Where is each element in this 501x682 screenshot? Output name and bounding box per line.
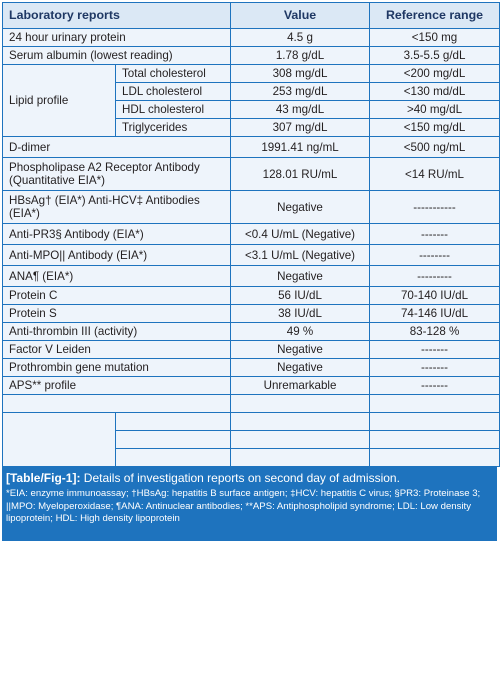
- row-name: Anti-PR3§ Antibody (EIA*): [3, 224, 231, 245]
- table-row: [3, 158, 500, 191]
- row-reference: 3.5-5.5 g/dL: [370, 47, 500, 65]
- row-reference: -------: [370, 359, 500, 377]
- row-reference: 74-146 IU/dL: [370, 305, 500, 323]
- row-value: 308 mg/dL: [231, 65, 370, 83]
- row-reference: 70-140 IU/dL: [370, 287, 500, 305]
- row-reference: [370, 395, 500, 413]
- row-reference: <130 md/dL: [370, 83, 500, 101]
- row-reference: <150 mg: [370, 29, 500, 47]
- caption-text: Details of investigation reports on second day of admission.: [80, 471, 400, 485]
- row-value: <3.1 U/mL (Negative): [231, 245, 370, 266]
- row-name: HBsAg† (EIA*) Anti-HCV‡ Antibodies (EIA*): [3, 191, 231, 224]
- row-name: Factor V Leiden: [3, 341, 231, 359]
- table-row: [3, 65, 500, 83]
- caption-footnotes: *EIA: enzyme immunoassay; †HBsAg: hepatitis B surface antigen; ‡HCV: hepatitis C virus; §PR3: Proteinase 3; ||MPO: Myeloperoxidase; ¶ANA: Antinuclear antibodies; **APS: Antiphospholipid syndrome; LDL: Low density lipoprotein; HDL: High density lipoprotein: [6, 488, 481, 525]
- lab-reports-table: [2, 2, 500, 467]
- row-value: [231, 395, 370, 413]
- table-row: [3, 224, 500, 245]
- table-row: [3, 191, 500, 224]
- row-name: Prothrombin gene mutation: [3, 359, 231, 377]
- row-reference: [370, 431, 500, 449]
- row-value: [231, 449, 370, 467]
- table-row: [3, 413, 500, 431]
- row-reference: <150 mg/dL: [370, 119, 500, 137]
- row-name: Phospholipase A2 Receptor Antibody (Quantitative EIA*): [3, 158, 231, 191]
- row-value: [231, 413, 370, 431]
- row-value: 1.78 g/dL: [231, 47, 370, 65]
- row-value: 56 IU/dL: [231, 287, 370, 305]
- row-value: Negative: [231, 359, 370, 377]
- row-value: 43 mg/dL: [231, 101, 370, 119]
- row-name: Serum albumin (lowest reading): [3, 47, 231, 65]
- row-sub-name: Triglycerides: [116, 119, 231, 137]
- row-reference: -------: [370, 377, 500, 395]
- table-row: [3, 395, 500, 413]
- row-value: 1991.41 ng/mL: [231, 137, 370, 158]
- row-value: 307 mg/dL: [231, 119, 370, 137]
- table-row: [3, 305, 500, 323]
- row-sub-name: [116, 449, 231, 467]
- caption-title: [6, 471, 497, 486]
- row-reference: <200 mg/dL: [370, 65, 500, 83]
- caption-label: [Table/Fig-1]:: [6, 471, 81, 485]
- table-row: [3, 47, 500, 65]
- row-reference: --------: [370, 245, 500, 266]
- table-row: [3, 287, 500, 305]
- table-row: [3, 29, 500, 47]
- row-sub-name: LDL cholesterol: [116, 83, 231, 101]
- row-reference: 83-128 %: [370, 323, 500, 341]
- header-value: Value: [231, 3, 370, 29]
- row-value: Negative: [231, 191, 370, 224]
- row-name: Anti-thrombin III (activity): [3, 323, 231, 341]
- row-sub-name: Total cholesterol: [116, 65, 231, 83]
- row-reference: -----------: [370, 191, 500, 224]
- row-name: APS** profile: [3, 377, 231, 395]
- row-reference: <500 ng/mL: [370, 137, 500, 158]
- row-value: 4.5 g: [231, 29, 370, 47]
- row-reference: [370, 413, 500, 431]
- lab-report-figure: [0, 2, 501, 682]
- table-row: [3, 245, 500, 266]
- row-value: 38 IU/dL: [231, 305, 370, 323]
- group-label-serum-creatinine: [3, 413, 116, 467]
- table-row: [3, 377, 500, 395]
- row-value: 49 %: [231, 323, 370, 341]
- row-reference: >40 mg/dL: [370, 101, 500, 119]
- row-name: 24 hour urinary protein: [3, 29, 231, 47]
- row-value: Negative: [231, 341, 370, 359]
- row-name: Protein S: [3, 305, 231, 323]
- row-value: 253 mg/dL: [231, 83, 370, 101]
- row-value: Unremarkable: [231, 377, 370, 395]
- table-row: [3, 341, 500, 359]
- group-label-lipid-profile: Lipid profile: [3, 65, 116, 137]
- row-reference: ---------: [370, 266, 500, 287]
- row-reference: -------: [370, 341, 500, 359]
- table-header-row: [3, 3, 500, 29]
- table-row: [3, 359, 500, 377]
- row-name: Protein C: [3, 287, 231, 305]
- figure-caption: [2, 467, 497, 541]
- row-sub-name: [116, 413, 231, 431]
- row-reference: <14 RU/mL: [370, 158, 500, 191]
- table-row: [3, 137, 500, 158]
- header-reference-range: Reference range: [370, 3, 500, 29]
- header-laboratory-reports: Laboratory reports: [3, 3, 231, 29]
- row-name: D-dimer: [3, 137, 231, 158]
- row-sub-name: [116, 431, 231, 449]
- row-reference: [370, 449, 500, 467]
- row-reference: -------: [370, 224, 500, 245]
- row-value: <0.4 U/mL (Negative): [231, 224, 370, 245]
- table-row: [3, 266, 500, 287]
- row-value: Negative: [231, 266, 370, 287]
- row-name: ANA¶ (EIA*): [3, 266, 231, 287]
- row-name: [3, 395, 231, 413]
- row-sub-name: HDL cholesterol: [116, 101, 231, 119]
- row-name: Anti-MPO|| Antibody (EIA*): [3, 245, 231, 266]
- row-value: [231, 431, 370, 449]
- row-value: 128.01 RU/mL: [231, 158, 370, 191]
- table-row: [3, 323, 500, 341]
